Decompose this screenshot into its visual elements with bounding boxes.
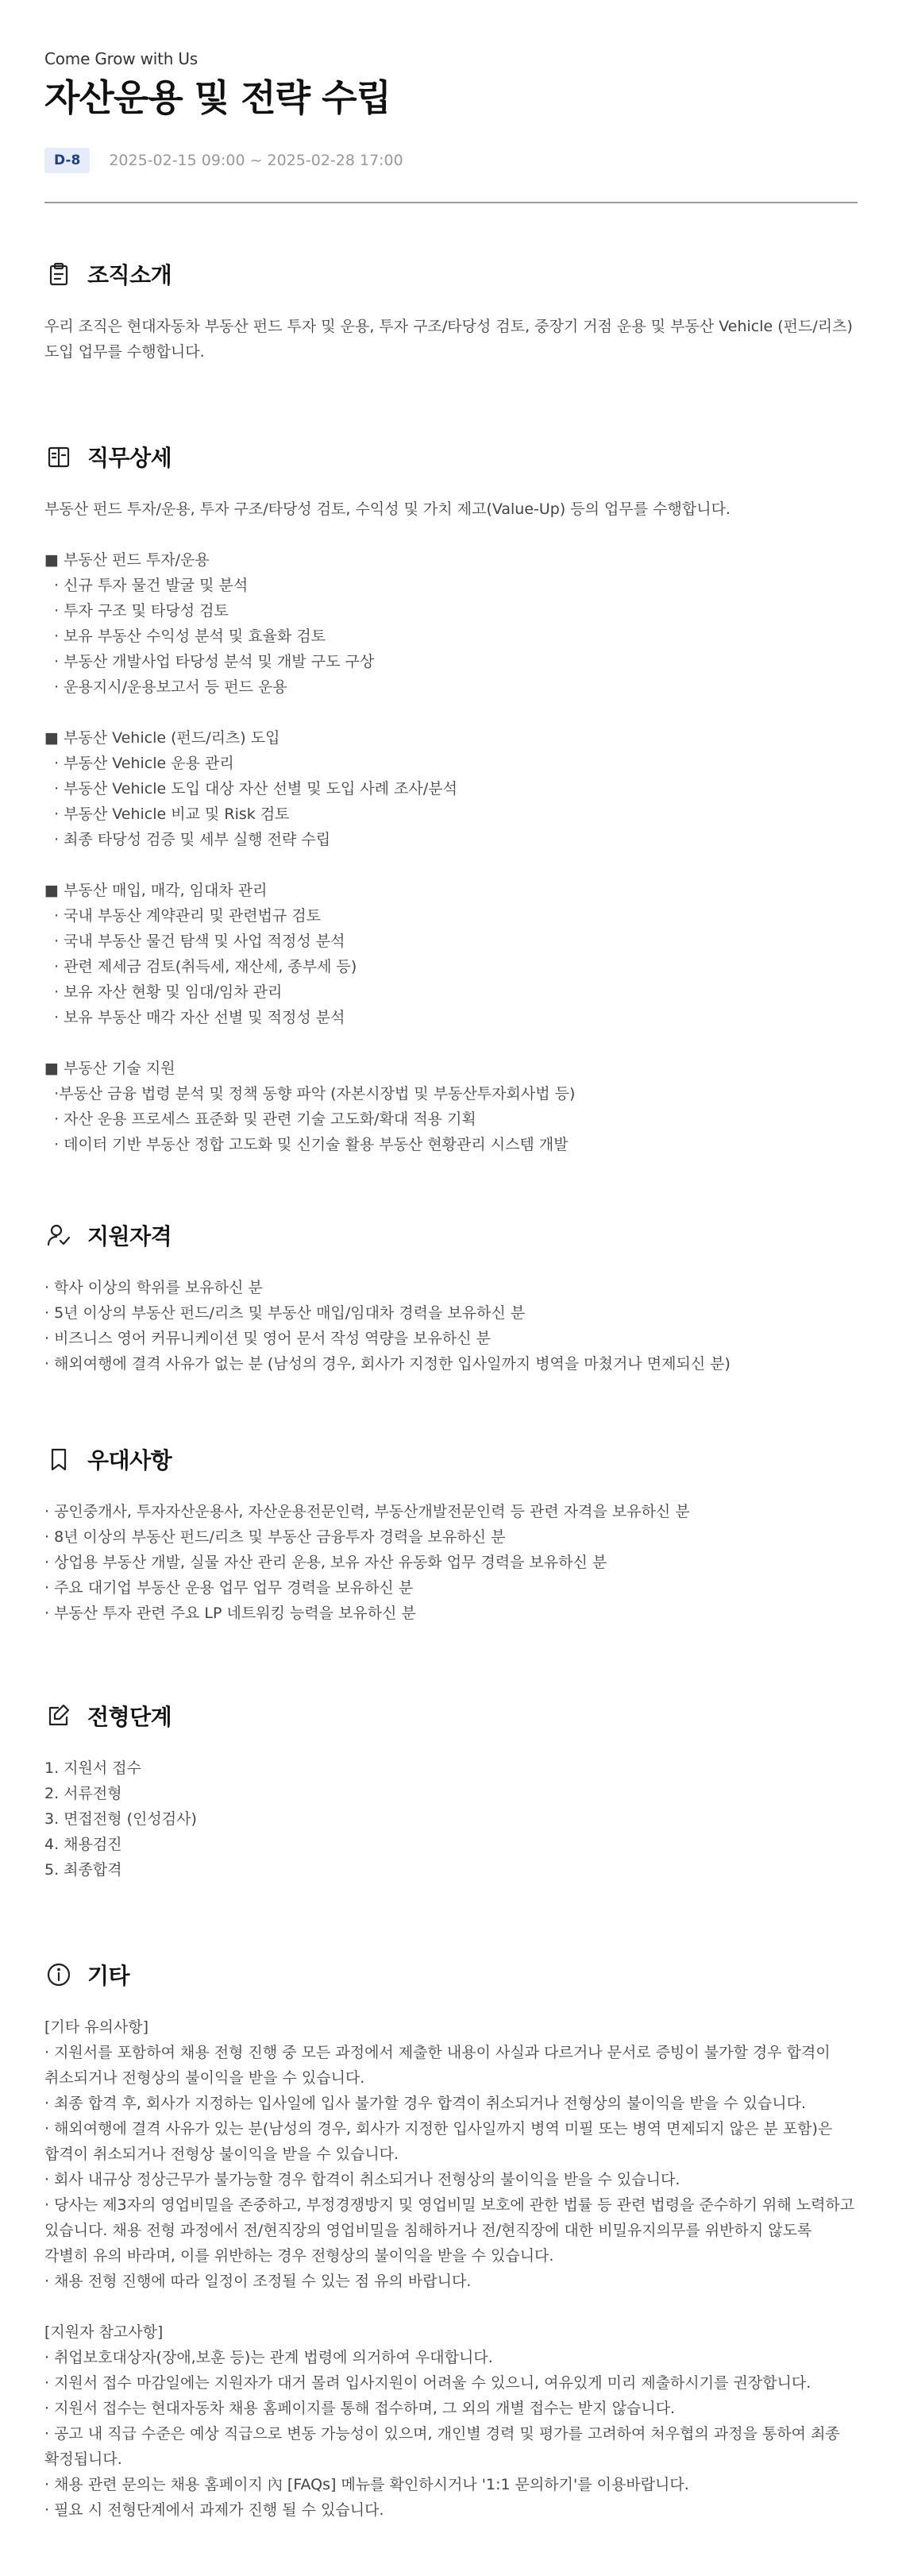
list-item: · 보유 부동산 수익성 분석 및 효율화 검토 — [44, 628, 326, 645]
page-title: 자산운용 및 전략 수립 — [44, 76, 391, 119]
section-process — [44, 1700, 858, 1883]
list-item: · 상업용 부동산 개발, 실물 자산 관리 운용, 보유 자산 유동화 업무 경력을 보유하신 분 — [44, 1554, 607, 1571]
reference-line: 확정됩니다. — [44, 2450, 122, 2468]
bookmark-icon — [44, 1445, 73, 1473]
list-item: 4. 채용검진 — [44, 1836, 122, 1853]
list-item: · 공인중개사, 투자자산운용사, 자산운용전문인력, 부동산개발전문인력 등 관련 자격을 보유하신 분 — [44, 1503, 690, 1520]
dday-badge: D-8 — [44, 148, 90, 173]
section-header — [44, 441, 858, 473]
reference-line: · 필요 시 전형단계에서 과제가 진행 될 수 있습니다. — [44, 2501, 384, 2519]
section-qualifications — [44, 1219, 858, 1377]
list-item: · 부동산 개발사업 타당성 분석 및 개발 구도 구상 — [44, 653, 375, 670]
edit-icon — [44, 1701, 73, 1730]
notice-line: · 당사는 제3자의 영업비밀을 존중하고, 부정경쟁방지 및 영업비밀 보호에 관한 법률 등 관련 법령을 준수하기 위해 노력하고 — [44, 2196, 855, 2214]
person-check-icon — [44, 1221, 73, 1249]
text-line: 도입 업무를 수행합니다. — [44, 343, 205, 361]
list-item: 5. 최종합격 — [44, 1861, 122, 1879]
section-body — [44, 2014, 858, 2523]
section-header — [44, 1219, 858, 1251]
list-item: · 부동산 Vehicle 비교 및 Risk 검토 — [44, 805, 290, 823]
reference-line: · 지원서 접수는 현대자동차 채용 홈페이지를 통해 접수하며, 그 외의 개별 접수는 받지 않습니다. — [44, 2400, 676, 2417]
section-title: 조직소개 — [87, 262, 172, 288]
list-item: · 데이터 기반 부동산 정합 고도화 및 신기술 활용 부동산 현황관리 시스템 개발 — [44, 1136, 569, 1153]
reference-line: · 지원서 접수 마감일에는 지원자가 대거 몰려 입사지원이 어려울 수 있으니, 여유있게 미리 제출하시기를 권장합니다. — [44, 2374, 811, 2392]
reference-line: · 채용 관련 문의는 채용 홈페이지 內 [FAQs] 메뉴를 확인하시거나 '1:1 문의하기'를 이용바랍니다. — [44, 2476, 689, 2493]
list-item: · 8년 이상의 부동산 펀드/리츠 및 부동산 금융투자 경력을 보유하신 분 — [44, 1528, 506, 1546]
list-item: · 신규 투자 물건 발굴 및 분석 — [44, 577, 249, 594]
list-item: · 관련 제세금 검토(취득세, 재산세, 종부세 등) — [44, 958, 357, 975]
notice-line: · 회사 내규상 정상근무가 불가능할 경우 합격이 취소되거나 전형상의 불이익을 받을 수 있습니다. — [44, 2171, 680, 2188]
list-item: ·부동산 금융 법령 분석 및 정책 동향 파악 (자본시장법 및 부동산투자회사법 등) — [44, 1085, 576, 1103]
list-item: · 국내 부동산 물건 탐색 및 사업 적정성 분석 — [44, 933, 345, 950]
section-etc — [44, 1959, 858, 2523]
notice-line: · 최종 합격 후, 회사가 지정하는 입사일에 입사 불가할 경우 합격이 취소되거나 전형상의 불이익을 받을 수 있습니다. — [44, 2095, 807, 2112]
list-item: · 비즈니스 영어 커뮤니케이션 및 영어 문서 작성 역량을 보유하신 분 — [44, 1330, 491, 1347]
group-heading: ■ 부동산 펀드 투자/운용 — [44, 551, 210, 569]
list-item: · 5년 이상의 부동산 펀드/리츠 및 부동산 매입/임대차 경력을 보유하신 분 — [44, 1304, 526, 1322]
list-item: · 주요 대기업 부동산 운용 업무 업무 경력을 보유하신 분 — [44, 1579, 414, 1597]
list-item: 1. 지원서 접수 — [44, 1759, 141, 1777]
text-line: 우리 조직은 현대자동차 부동산 펀드 투자 및 운용, 투자 구조/타당성 검토, 중장기 거점 운용 및 부동산 Vehicle (펀드/리츠) — [44, 318, 853, 335]
reference-line: · 취업보호대상자(장애,보훈 등)는 관계 법령에 의거하여 우대합니다. — [44, 2349, 493, 2366]
list-item: · 보유 부동산 매각 자산 선별 및 적정성 분석 — [44, 1009, 345, 1026]
list-item: · 부동산 투자 관련 주요 LP 네트워킹 능력을 보유하신 분 — [44, 1605, 416, 1622]
section-header — [44, 258, 858, 290]
section-job-detail — [44, 441, 858, 1157]
section-title: 기타 — [87, 1963, 130, 1989]
list-item: · 부동산 Vehicle 운용 관리 — [44, 755, 234, 772]
section-body — [44, 1755, 858, 1883]
list-item: · 자산 운용 프로세스 표준화 및 관련 기술 고도화/확대 적용 기획 — [44, 1110, 476, 1128]
group-heading: ■ 부동산 매입, 매각, 임대차 관리 — [44, 882, 268, 899]
list-item: · 학사 이상의 학위를 보유하신 분 — [44, 1279, 263, 1296]
header-divider — [44, 202, 858, 203]
clipboard-icon — [44, 260, 73, 288]
application-period: 2025-02-15 09:00 ~ 2025-02-28 17:00 — [109, 152, 403, 169]
list-item: · 보유 자산 현황 및 임대/임차 관리 — [44, 983, 283, 1001]
section-header — [44, 1443, 858, 1475]
list-item: · 투자 구조 및 타당성 검토 — [44, 602, 229, 620]
section-body — [44, 1499, 858, 1626]
section-header — [44, 1959, 858, 1991]
list-item: · 최종 타당성 검증 및 세부 실행 전략 수립 — [44, 831, 331, 848]
posting-meta — [44, 148, 403, 173]
page-subtitle: Come Grow with Us — [44, 49, 199, 68]
notice-line: · 지원서를 포함하여 채용 전형 진행 중 모든 과정에서 제출한 내용이 사실과 다르거나 문서로 증빙이 불가할 경우 합격이 — [44, 2044, 831, 2061]
list-item: · 운용지시/운용보고서 등 펀드 운용 — [44, 678, 287, 696]
list-item: · 국내 부동산 계약관리 및 관련법규 검토 — [44, 907, 322, 925]
list-item: · 해외여행에 결격 사유가 없는 분 (남성의 경우, 회사가 지정한 입사일까지 병역을 마쳤거나 면제되신 분) — [44, 1355, 730, 1373]
section-organization — [44, 258, 858, 365]
section-body — [44, 314, 858, 365]
notice-heading: [기타 유의사항] — [44, 2018, 148, 2036]
info-icon — [44, 1960, 73, 1989]
notice-line: 각별히 유의 바라며, 이를 위반하는 경우 전형상의 불이익을 받을 수 있습니다. — [44, 2247, 554, 2265]
reference-heading: [지원자 참고사항] — [44, 2323, 164, 2341]
list-item: 3. 면접전형 (인성검사) — [44, 1810, 197, 1828]
notice-line: · 해외여행에 결격 사유가 있는 분(남성의 경우, 회사가 지정한 입사일까지 병역 미필 또는 병역 면제되지 않은 분 포함)은 — [44, 2120, 833, 2138]
text-line: 부동산 펀드 투자/운용, 투자 구조/타당성 검토, 수익성 및 가치 제고(Value-Up) 등의 업무를 수행합니다. — [44, 500, 730, 518]
group-heading: ■ 부동산 기술 지원 — [44, 1060, 175, 1077]
section-preferred — [44, 1443, 858, 1626]
section-title: 전형단계 — [87, 1704, 172, 1730]
notice-line: 있습니다. 채용 전형 과정에서 전/현직장의 영업비밀을 침해하거나 전/현직장에 대한 비밀유지의무를 위반하지 않도록 — [44, 2222, 812, 2239]
reference-line: · 공고 내 직급 수준은 예상 직급으로 변동 가능성이 있으며, 개인별 경력 및 평가를 고려하여 처우협의 과정을 통하여 최종 — [44, 2425, 840, 2443]
notice-line: · 채용 전형 진행에 따라 일정이 조정될 수 있는 점 유의 바랍니다. — [44, 2273, 472, 2290]
document-list-icon — [44, 442, 73, 471]
list-item: 2. 서류전형 — [44, 1785, 122, 1802]
section-title: 직무상세 — [87, 445, 172, 471]
notice-line: 합격이 취소되거나 전형상 불이익을 받을 수 있습니다. — [44, 2145, 399, 2163]
section-title: 우대사항 — [87, 1447, 172, 1473]
group-heading: ■ 부동산 Vehicle (펀드/리츠) 도입 — [44, 729, 280, 747]
section-title: 지원자격 — [87, 1223, 172, 1249]
list-item: · 부동산 Vehicle 도입 대상 자산 선별 및 도입 사례 조사/분석 — [44, 780, 457, 798]
section-body — [44, 496, 858, 1157]
section-header — [44, 1700, 858, 1732]
notice-line: 취소되거나 전형상의 불이익을 받을 수 있습니다. — [44, 2069, 365, 2087]
section-body — [44, 1275, 858, 1377]
